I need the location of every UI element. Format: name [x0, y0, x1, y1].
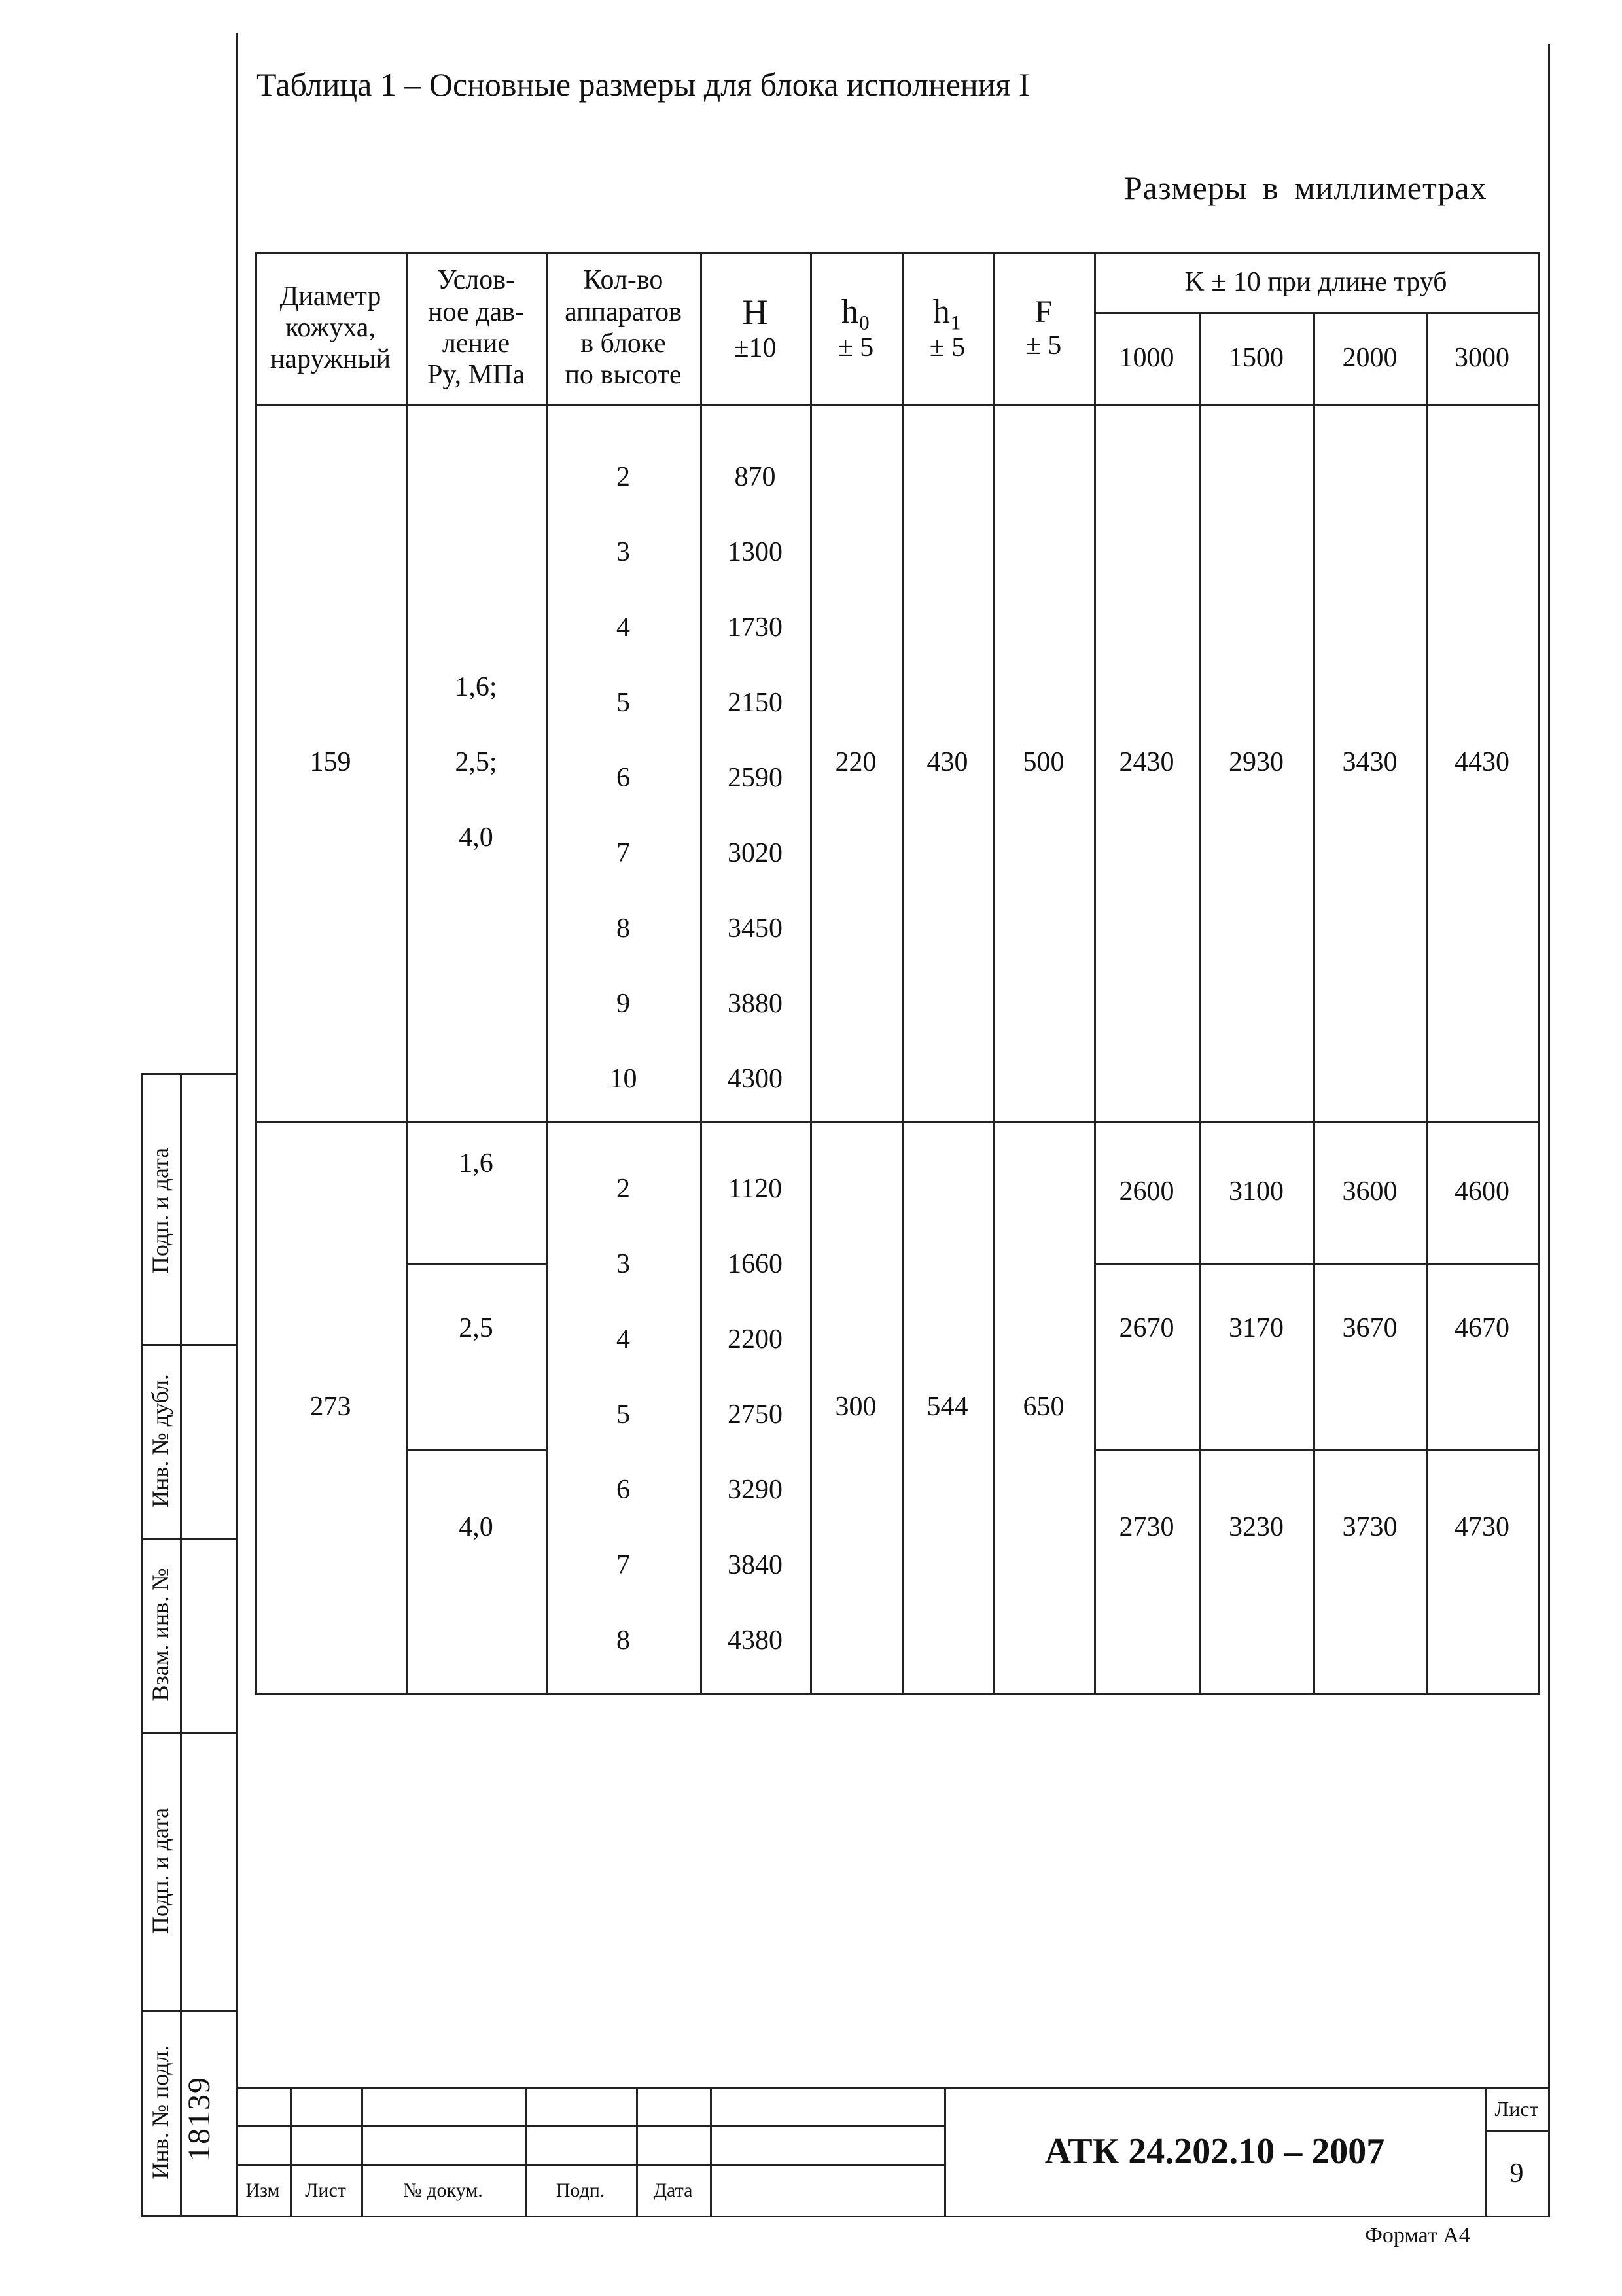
list-item: 4380: [728, 1625, 783, 1655]
block2-H: [700, 1152, 810, 1678]
list-item: 5: [616, 688, 630, 718]
header-count: Кол-во аппаратов в блоке по высоте: [565, 265, 682, 391]
block2-K-r3-1500: 3230: [1229, 1511, 1284, 1542]
header-h1: h₁ ± 5: [929, 292, 966, 362]
units-note: Размеры в миллиметрах: [1124, 169, 1487, 206]
stamp-inv-number: 18139: [182, 2076, 217, 2161]
list-item: 3: [616, 1249, 630, 1279]
list-item: 870: [734, 462, 776, 492]
list-item: 10: [609, 1064, 637, 1094]
list-item: 7: [616, 1550, 630, 1580]
doc-code: АТК 24.202.10 – 2007: [1044, 2130, 1385, 2172]
block2-K-r2-1500: 3170: [1229, 1313, 1284, 1343]
table-title: Таблица 1 – Основные размеры для блока исполнения I: [256, 66, 1030, 103]
block2-K-r2-2000: 3670: [1342, 1313, 1398, 1343]
block1-h1: 430: [926, 747, 968, 777]
stamp-inv-orig: Инв. № подл.: [147, 2045, 173, 2180]
stamp-replace-inv: Взам. инв. №: [147, 1568, 173, 1701]
list-item: 6: [616, 763, 630, 793]
list-item: 8: [616, 1625, 630, 1655]
list-item: 2200: [728, 1324, 783, 1354]
list-item: 2750: [728, 1400, 783, 1430]
list-item: 1120: [728, 1174, 783, 1204]
block2-K-r3-1000: 2730: [1119, 1511, 1174, 1542]
list-item: 5: [616, 1400, 630, 1430]
block2-K-r1-1500: 3100: [1229, 1176, 1284, 1207]
title-col-sign: Подп.: [555, 2179, 605, 2201]
list-item: 3450: [728, 913, 783, 944]
list-item: 9: [616, 989, 630, 1019]
block2-F: 650: [1023, 1392, 1065, 1422]
header-h0: h₀ ± 5: [837, 292, 874, 362]
title-col-izm: Изм: [245, 2179, 280, 2201]
block1-diameter: 159: [309, 747, 351, 777]
header-K: K ± 10 при длине труб: [1184, 266, 1447, 297]
header-length-1000: 1000: [1119, 342, 1174, 373]
header-pressure: Услов- ное дав- ление Py, МПа: [427, 265, 525, 391]
format-label: Формат А4: [1365, 2223, 1470, 2248]
block2-pressure-3: 4,0: [459, 1511, 493, 1542]
list-item: 4: [616, 612, 630, 643]
header-diameter: Диаметр кожуха, наружный: [270, 281, 391, 375]
header-length-3000: 3000: [1455, 342, 1509, 373]
block2-pressure-2: 2,5: [459, 1313, 493, 1343]
list-item: 3880: [728, 989, 783, 1019]
block2-pressure-1: 1,6: [459, 1148, 493, 1178]
dimensions-table: [255, 252, 1540, 1695]
list-item: 3840: [728, 1550, 783, 1580]
block2-K-r2-3000: 4670: [1455, 1313, 1509, 1343]
block1-K-3000: 4430: [1455, 747, 1509, 777]
block2-K-r3-3000: 4730: [1455, 1511, 1509, 1542]
list-item: 4300: [728, 1064, 783, 1094]
header-H: H ±10: [733, 292, 777, 363]
block2-K-r1-2000: 3600: [1342, 1176, 1398, 1207]
list-item: 2150: [728, 688, 783, 718]
list-item: 6: [616, 1475, 630, 1505]
header-length-2000: 2000: [1342, 342, 1398, 373]
sheet-label: Лист: [1494, 2096, 1539, 2121]
block2-K-r1-3000: 4600: [1455, 1176, 1509, 1207]
block1-F: 500: [1023, 747, 1065, 777]
title-col-doc: № докум.: [403, 2179, 483, 2201]
list-item: 1660: [728, 1249, 783, 1279]
list-item: 3290: [728, 1475, 783, 1505]
block2-counts: [546, 1152, 700, 1678]
stamp-sign-date-2: Подп. и дата: [147, 1807, 173, 1934]
block1-h0: 220: [835, 747, 877, 777]
list-item: 2: [616, 1174, 630, 1204]
block1-counts: [546, 440, 700, 1117]
block1-K-1500: 2930: [1229, 747, 1284, 777]
frame-right: [1548, 44, 1550, 2217]
list-item: 2: [616, 462, 630, 492]
block2-h0: 300: [835, 1392, 877, 1422]
title-block: [236, 2087, 1550, 2218]
block2-K-r2-1000: 2670: [1119, 1313, 1174, 1343]
block1-K-2000: 3430: [1342, 747, 1398, 777]
stamp-sign-date-1: Подп. и дата: [147, 1147, 173, 1274]
side-stamp: [141, 1073, 238, 2217]
stamp-inv-dupl: Инв. № дубл.: [147, 1374, 173, 1508]
list-item: 1300: [728, 537, 783, 567]
sheet-number: 9: [1509, 2158, 1524, 2189]
title-col-date: Дата: [653, 2179, 693, 2201]
block1-H: [700, 440, 810, 1117]
list-item: 2590: [728, 763, 783, 793]
list-item: 8: [616, 913, 630, 944]
header-length-1500: 1500: [1229, 342, 1284, 373]
list-item: 3020: [728, 838, 783, 868]
list-item: 3: [616, 537, 630, 567]
block2-K-r3-2000: 3730: [1342, 1511, 1398, 1542]
block2-h1: 544: [926, 1392, 968, 1422]
header-F: F ± 5: [1025, 294, 1062, 361]
list-item: 4: [616, 1324, 630, 1354]
list-item: 1730: [728, 612, 783, 643]
title-col-list: Лист: [305, 2179, 346, 2201]
block2-diameter: 273: [309, 1392, 351, 1422]
list-item: 7: [616, 838, 630, 868]
block1-K-1000: 2430: [1119, 747, 1174, 777]
block1-pressure: 1,6; 2,5; 4,0: [455, 671, 497, 853]
block2-K-r1-1000: 2600: [1119, 1176, 1174, 1207]
